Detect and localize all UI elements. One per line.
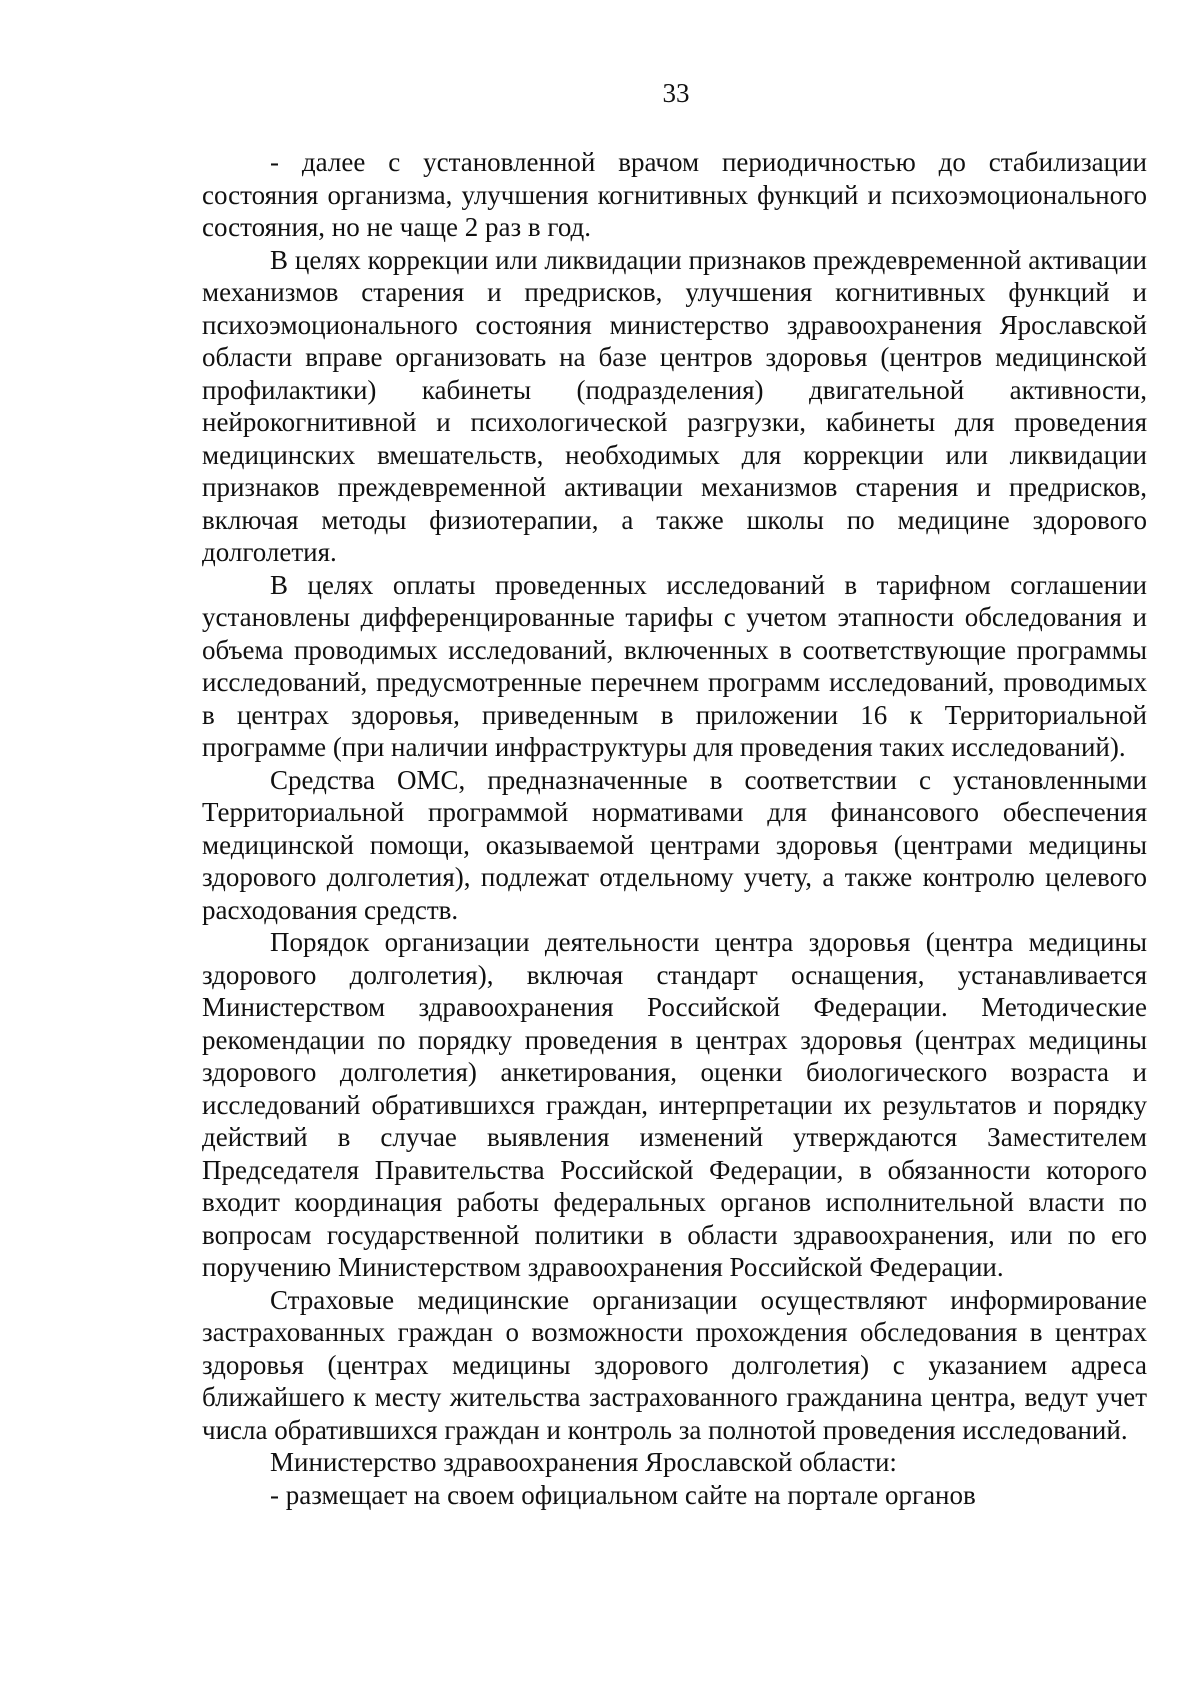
page-number: 33: [662, 78, 690, 108]
paragraph-continuation: - далее с установленной врачом периодичностью до стабилизации состояния организма, улучшения когнитивных функций и психоэмоционального состояния, но не чаще 2 раз в год.: [202, 147, 1147, 242]
paragraph-oms-funds: Средства ОМС, предназначенные в соответствии с установленными Территориальной программой нормативами для финансового обеспечения медицинской помощи, оказываемой центрами здоровья (центрами медицины здорового долголетия), подлежат отдельному учету, а также контролю целевого расходования средств.: [202, 764, 1147, 925]
paragraph-tariffs: В целях оплаты проведенных исследований в тарифном соглашении установлены дифференцированные тарифы с учетом этапности обследования и объема проводимых исследований, включенных в соответствующие программы исследований, предусмотренные перечнем программ исследований, проводимых в центрах здоровья, приведенным в приложении 16 к Территориальной программе (при наличии инфраструктуры для проведения таких исследований).: [202, 569, 1147, 762]
paragraph-ministry: Министерство здравоохранения Ярославской области:: [270, 1447, 897, 1477]
paragraph-insurance: Страховые медицинские организации осуществляют информирование застрахованных граждан о возможности прохождения обследования в центрах здоровья (центрах медицины здорового долголетия) с указанием адреса ближайшего к месту жительства застрахованного гражданина центра, ведут учет числа обратившихся граждан и контроль за полнотой проведения исследований.: [202, 1284, 1147, 1445]
document-body: [202, 146, 1147, 1511]
paragraph-procedure: Порядок организации деятельности центра здоровья (центра медицины здорового долголетия), включая стандарт оснащения, устанавливается Министерством здравоохранения Российской Федерации. Методические рекомендации по порядку проведения в центрах здоровья (центрах медицины здорового долголетия) анкетирования, оценки биологического возраста и исследований обратившихся граждан, интерпретации их результатов и порядку действий в случае выявления изменений утверждаются Заместителем Председателя Правительства Российской Федерации, в обязанности которого входит координация работы федеральных органов исполнительной власти по вопросам государственной политики в области здравоохранения, или по его поручению Министерством здравоохранения Российской Федерации.: [202, 927, 1147, 1282]
paragraph-correction: В целях коррекции или ликвидации признаков преждевременной активации механизмов старения и предрисков, улучшения когнитивных функций и психоэмоционального состояния министерство здравоохранения Ярославской области вправе организовать на базе центров здоровья (центров медицинской профилактики) кабинеты (подразделения) двигательной активности, нейрокогнитивной и психологической разгрузки, кабинеты для проведения медицинских вмешательств, необходимых для коррекции или ликвидации признаков преждевременной активации механизмов старения и предрисков, включая методы физиотерапии, а также школы по медицине здорового долголетия.: [202, 244, 1147, 567]
paragraph-website: - размещает на своем официальном сайте на портале органов: [270, 1479, 976, 1510]
